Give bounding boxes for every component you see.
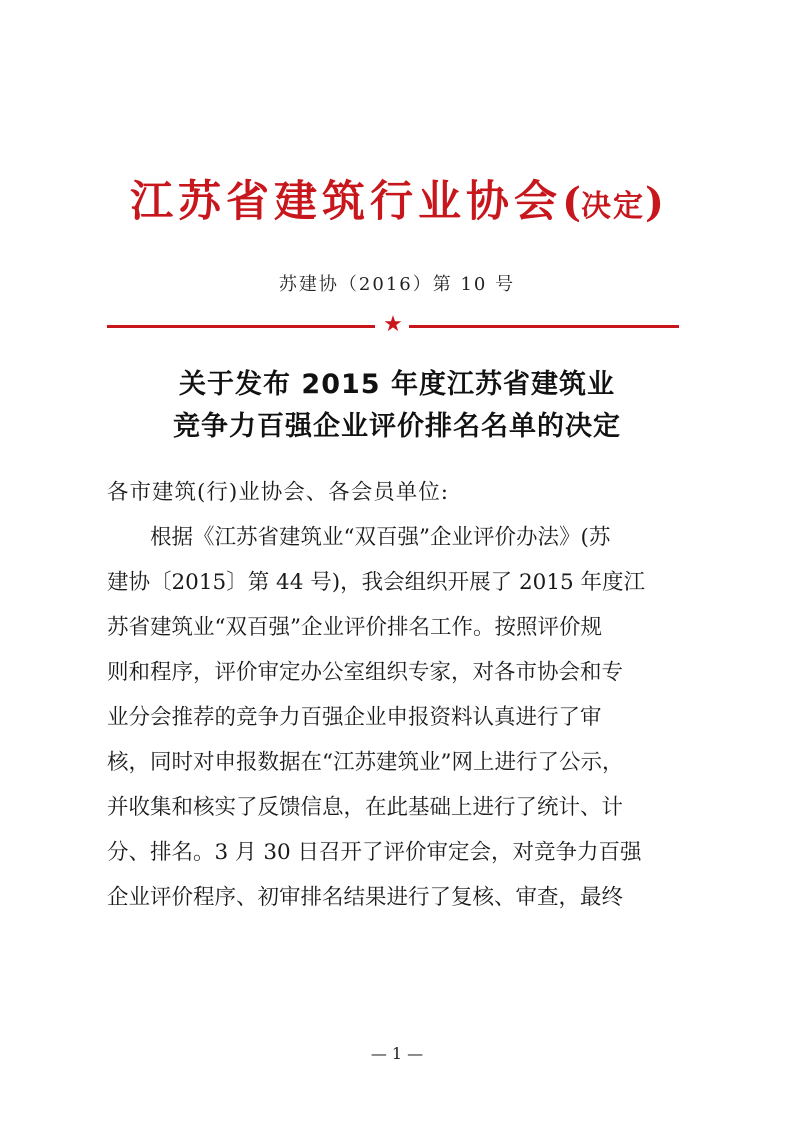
body-line: 分、排名。3 月 30 日召开了评价审定会，对竞争力百强 <box>107 840 642 865</box>
paren-open: ( <box>562 179 581 226</box>
body-line: 企业评价程序、初审排名结果进行了复核、审查，最终 <box>107 885 624 910</box>
body-line: 核，同时对申报数据在“江苏建筑业”网上进行了公示， <box>107 750 624 775</box>
document-header <box>0 168 794 229</box>
title-line-2: 竞争力百强企业评价排名名单的决定 <box>173 411 621 442</box>
body-line: 则和程序，评价审定办公室组织专家，对各市协会和专 <box>107 660 624 685</box>
body-line: 建协〔2015〕第 44 号)，我会组织开展了 2015 年度江 <box>107 570 646 595</box>
divider-line-left <box>107 325 375 328</box>
page-number: — 1 — <box>370 1044 424 1063</box>
body-line: 根据《江苏省建筑业“双百强”企业评价办法》(苏 <box>150 525 611 550</box>
red-divider <box>107 312 679 337</box>
salutation: 各市建筑(行)业协会、各会员单位: <box>107 480 450 505</box>
divider-line-right <box>409 325 679 328</box>
body-line: 并收集和核实了反馈信息，在此基础上进行了统计、计 <box>107 795 624 820</box>
decision-label: 决定 <box>581 189 645 224</box>
document-number: 苏建协（2016）第 10 号 <box>278 274 516 295</box>
paren-close: ) <box>645 179 664 226</box>
document-body <box>107 470 687 920</box>
title-line-1: 关于发布 2015 年度江苏省建筑业 <box>179 369 615 400</box>
body-line: 苏省建筑业“双百强”企业评价排名工作。按照评价规 <box>107 615 602 640</box>
org-name: 江苏省建筑行业协会 <box>130 177 563 227</box>
body-line: 业分会推荐的竞争力百强企业申报资料认真进行了审 <box>107 705 602 730</box>
star-icon: ★ <box>383 312 403 337</box>
